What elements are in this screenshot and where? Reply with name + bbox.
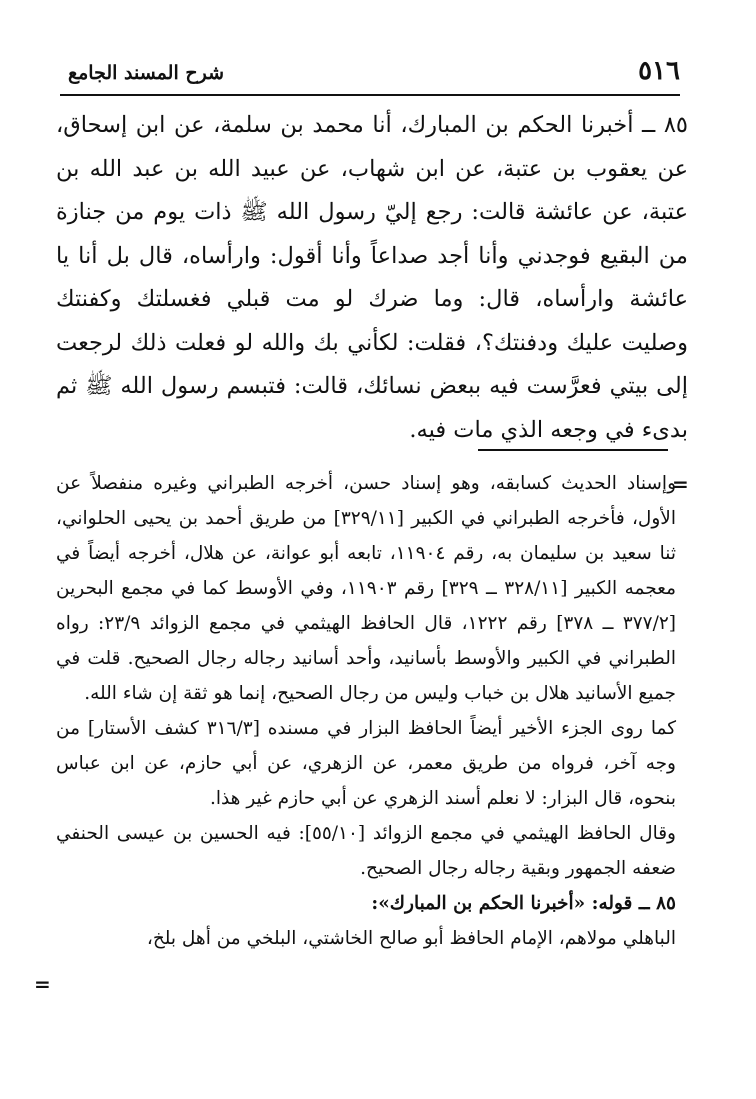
note-heading: ٨٥ ــ قوله: «أخبرنا الحكم بن المبارك»: bbox=[371, 893, 676, 914]
page-number: ٥١٦ bbox=[638, 56, 680, 86]
footnote-paragraph: وإسناد الحديث كسابقه، وهو إسناد حسن، أخرجه الطبراني وغيره منفصلاً عن الأول، فأخرجه الطبراني في الكبير [٣٢٩/١١] من طريق أحمد بن يحيى الحلواني، ثنا سعيد بن سليمان به، رقم ١١٩٠٤، تابعه أبو عوانة، عن هلال، أخرجه أيضاً في معجمه الكبير [٣٢٨/١١ ــ ٣٢٩] رقم ١١٩٠٣، وفي الأوسط كما في مجمع البحرين [٣٧٧/٢ ــ ٣٧٨] رقم ١٢٢٢، قال الحافظ الهيثمي في مجمع الزوائد ٢٣/٩: رواه الطبراني في الكبير والأوسط بأسانيد، وأحد أسانيد رجاله رجال الصحيح. قلت في جميع الأسانيد هلال بن خباب وليس من رجال الصحيح، إنما هو ثقة إن شاء الله. bbox=[56, 473, 676, 704]
running-title: شرح المسند الجامع bbox=[68, 62, 225, 84]
hadith-text bbox=[56, 104, 688, 452]
footnote-divider bbox=[478, 449, 668, 451]
hadith-paragraph: ٨٥ ــ أخبرنا الحكم بن المبارك، أنا محمد بن سلمة، عن ابن إسحاق، عن يعقوب بن عتبة، عن ابن شهاب، عن عبيد الله بن عبد الله بن عتبة، عن عائشة قالت: رجع إليّ رسول الله ﷺ ذات يوم من جنازة من البقيع فوجدني وأنا أجد صداعاً وأنا أقول: وارأساه، قال بل أنا يا عائشة وارأساه، قال: وما ضرك لو مت قبلي فغسلتك وكفنتك وصليت عليك ودفنتك؟، فقلت: لكأني بك والله لو فعلت ذلك لرجعت إلى بيتي فعرَّست فيه ببعض نسائك، قالت: فتبسم رسول الله ﷺ ثم بدىء في وجعه الذي مات فيه. bbox=[56, 112, 688, 443]
page-header bbox=[60, 54, 680, 96]
note-body: الباهلي مولاهم، الإمام الحافظ أبو صالح الخاشتي، البلخي من أهل بلخ، bbox=[146, 928, 676, 949]
continuation-marker-bottom: = bbox=[34, 972, 51, 996]
footnotes-section bbox=[56, 466, 676, 956]
footnote-paragraph: وقال الحافظ الهيثمي في مجمع الزوائد [٥٥/١٠]: فيه الحسين بن عيسى الحنفي ضعفه الجمهور وبقية رجاله رجال الصحيح. bbox=[56, 823, 676, 879]
continuation-marker: = bbox=[672, 472, 689, 496]
footnote-paragraph: كما روى الجزء الأخير أيضاً الحافظ البزار في مسنده [٣١٦/٣ كشف الأستار] من وجه آخر، فرواه من طريق معمر، عن الزهري، عن أبي حازم، عن ابن عباس بنحوه، قال البزار: لا نعلم أسند الزهري عن أبي حازم غير هذا. bbox=[56, 718, 676, 809]
